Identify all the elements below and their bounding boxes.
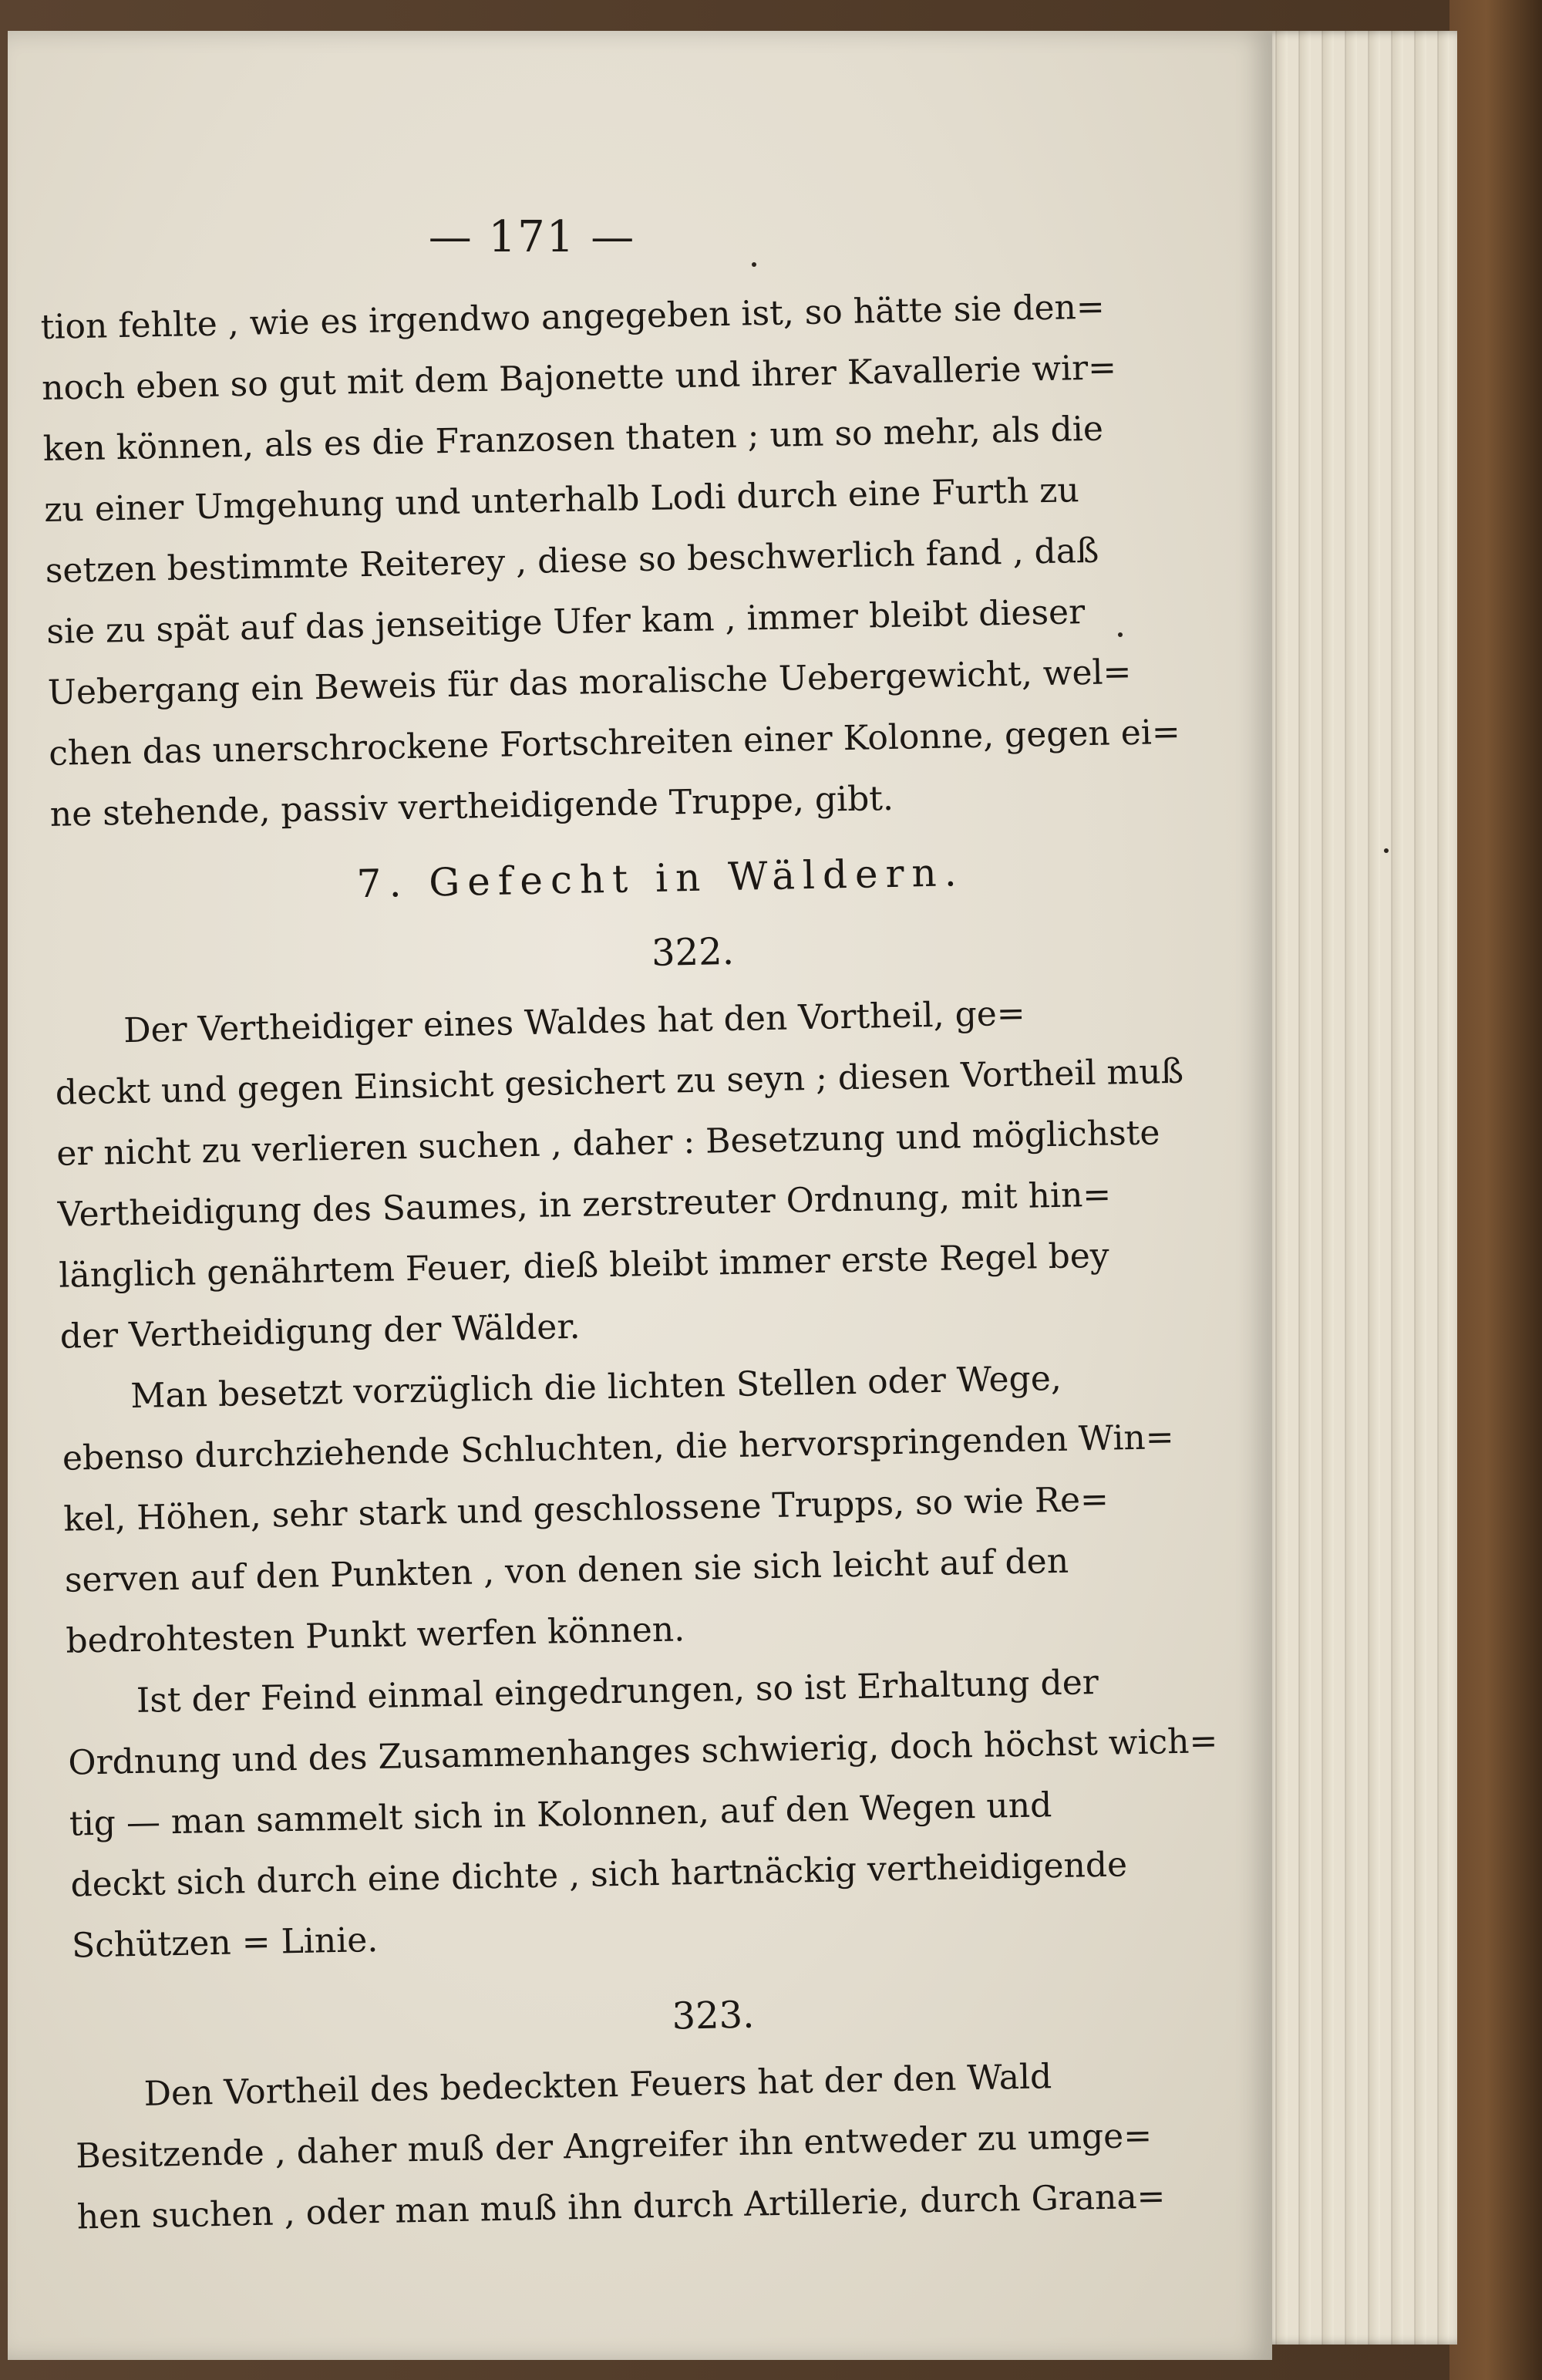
ink-speck bbox=[1118, 632, 1123, 637]
page-text bbox=[40, 277, 1218, 2248]
text-line: sie zu spät auf das jenseitige Ufer kam , immer bleibt dieser bbox=[45, 592, 1086, 652]
text-line: noch eben so gut mit dem Bajonette und ihrer Kavallerie wir= bbox=[41, 348, 1117, 408]
paragraph-322-third bbox=[66, 1651, 1218, 1976]
book-cover-edge bbox=[1449, 0, 1542, 2380]
section-heading: 7. Gefecht in Wäldern. bbox=[356, 850, 965, 907]
paragraph-number: 323. bbox=[671, 1993, 755, 2038]
ink-speck bbox=[1384, 848, 1389, 853]
paragraph-322-second bbox=[61, 1347, 1175, 1671]
text-line: ne stehende, passiv vertheidigende Truppe, gibt. bbox=[49, 778, 894, 834]
text-line: Man besetzt vorzüglich die lichten Stellen oder Wege, bbox=[130, 1358, 1062, 1417]
text-line: länglich genährtem Feuer, dieß bleibt immer erste Regel bey bbox=[58, 1236, 1110, 1296]
page-edges-stack bbox=[1264, 31, 1457, 2345]
text-line: chen das unerschrockene Fortschreiten einer Kolonne, gegen ei= bbox=[48, 712, 1181, 774]
text-line: ebenso durchziehende Schluchten, die hervorspringenden Win= bbox=[62, 1418, 1175, 1478]
text-line: Schützen = Linie. bbox=[71, 1920, 379, 1966]
text-line: zu einer Umgehung und unterhalb Lodi durch eine Furth zu bbox=[43, 470, 1080, 530]
text-line: hen suchen , oder man muß ihn durch Artillerie, durch Grana= bbox=[76, 2176, 1166, 2237]
text-line: serven auf den Punkten , von denen sie sich leicht auf den bbox=[64, 1541, 1069, 1600]
text-line: Ordnung und des Zusammenhanges schwierig, doch höchst wich= bbox=[68, 1721, 1218, 1783]
text-line: ken können, als es die Franzosen thaten ; um so mehr, als die bbox=[42, 409, 1104, 469]
text-line: der Vertheidigung der Wälder. bbox=[59, 1306, 581, 1357]
paragraph-322 bbox=[54, 981, 1184, 1367]
text-line: Der Vertheidiger eines Waldes hat den Vortheil, ge= bbox=[123, 993, 1026, 1051]
text-line: tion fehlte , wie es irgendwo angegeben ist, so hätte sie den= bbox=[40, 287, 1106, 347]
text-line: Vertheidigung des Saumes, in zerstreuter Ordnung, mit hin= bbox=[57, 1175, 1112, 1235]
text-line: kel, Höhen, sehr stark und geschlossene Trupps, so wie Re= bbox=[62, 1479, 1109, 1539]
text-line: Den Vortheil des bedeckten Feuers hat der den Wald bbox=[143, 2057, 1052, 2114]
paragraph-number: 322. bbox=[651, 929, 735, 975]
page-number-header: — 171 — bbox=[428, 212, 636, 262]
text-line: Uebergang ein Beweis für das moralische Uebergewicht, wel= bbox=[47, 652, 1132, 713]
text-line: deckt und gegen Einsicht gesichert zu seyn ; diesen Vortheil muß bbox=[55, 1051, 1184, 1113]
paragraph-323 bbox=[74, 2045, 1166, 2247]
text-line: bedrohtesten Punkt werfen können. bbox=[65, 1610, 685, 1661]
continuation-paragraph bbox=[40, 277, 1181, 845]
book-page bbox=[8, 31, 1272, 2360]
ink-speck bbox=[752, 262, 756, 267]
text-line: Besitzende , daher muß der Angreifer ihn entweder zu umge= bbox=[75, 2115, 1153, 2176]
text-line: Ist der Feind einmal eingedrungen, so ist Erhaltung der bbox=[136, 1662, 1099, 1721]
text-line: setzen bestimmte Reiterey , diese so beschwerlich fand , daß bbox=[45, 531, 1099, 591]
text-line: tig — man sammelt sich in Kolonnen, auf den Wegen und bbox=[69, 1785, 1052, 1844]
text-line: deckt sich durch eine dichte , sich hartnäckig vertheidigende bbox=[70, 1845, 1128, 1905]
text-line: er nicht zu verlieren suchen , daher : Besetzung und möglichste bbox=[56, 1113, 1160, 1174]
